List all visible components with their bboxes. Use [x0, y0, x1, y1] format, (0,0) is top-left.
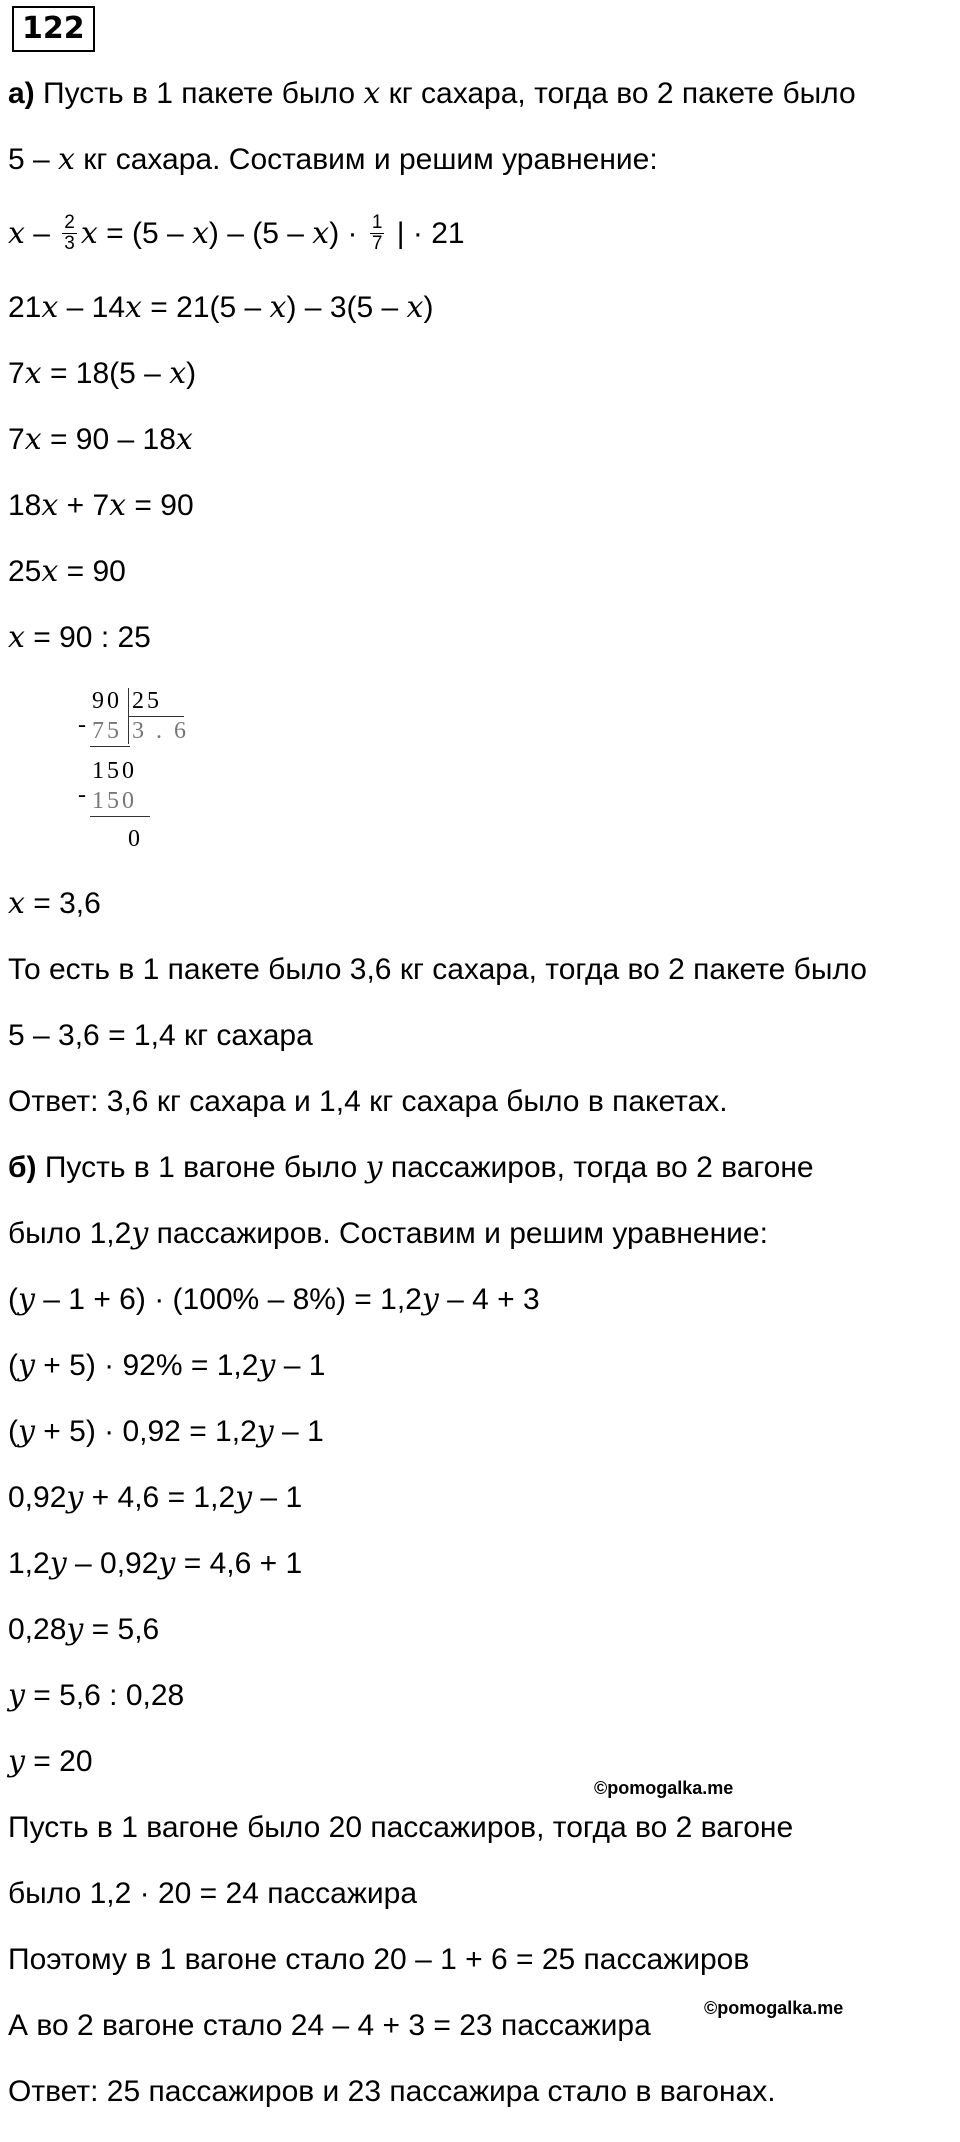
division-divisor-line: [128, 716, 184, 717]
part-a-label: а): [8, 77, 35, 110]
part-a-answer: Ответ: 3,6 кг сахара и 1,4 кг сахара было в пакетах.: [8, 1085, 728, 1118]
part-a-sentence-1: То есть в 1 пакете было 3,6 кг сахара, тогда во 2 пакете было: [8, 953, 867, 986]
part-b-sentence-1: Пусть в 1 вагоне было 20 пассажиров, тогда во 2 вагоне: [8, 1811, 794, 1844]
part-b-sentence-2: было 1,2 · 20 = 24 пассажира: [8, 1877, 418, 1910]
division-dividend: 90: [92, 688, 122, 714]
division-remainder-final: 0: [128, 826, 143, 852]
division-subtrahend-1: 75: [92, 718, 122, 744]
part-b-equation-4: 0,92y + 4,6 = 1,2y – 1: [8, 1480, 303, 1515]
part-a-equation-1: x – $\frac{2}{3}$ x = (5 – x) – (5 – x) · $\frac{1}{7}$ | · 21: [8, 211, 465, 254]
part-a-intro-line1: а) Пусть в 1 пакете было x кг сахара, тогда во 2 пакете было: [8, 76, 856, 111]
part-b-equation-2: (y + 5) · 92% = 1,2y – 1: [8, 1348, 326, 1383]
task-number: 122: [12, 6, 95, 52]
part-b-sentence-4: А во 2 вагоне стало 24 – 4 + 3 = 23 пассажира: [8, 2009, 651, 2042]
division-minus-2: -: [78, 782, 89, 808]
fraction-two-thirds: $\frac{2}{3}$: [64, 211, 75, 254]
part-b-equation-3: (y + 5) · 0,92 = 1,2y – 1: [8, 1414, 324, 1449]
variable-x: x: [363, 76, 381, 111]
variable-y: y: [365, 1150, 383, 1185]
part-a-equation-7: x = 90 : 25: [8, 620, 151, 655]
part-b-answer: Ответ: 25 пассажиров и 23 пассажира стало в вагонах.: [8, 2075, 776, 2108]
watermark-1: ©pomogalka.me: [594, 1778, 734, 1798]
part-b-equation-5: 1,2y – 0,92y = 4,6 + 1: [8, 1546, 303, 1581]
division-line-1: [90, 746, 130, 747]
division-remainder-1: 150: [92, 758, 137, 784]
part-a-equation-2: 21x – 14x = 21(5 – x) – 3(5 – x): [8, 290, 434, 325]
part-b-intro-line2: было 1,2y пассажиров. Составим и решим уравнение:: [8, 1216, 768, 1251]
division-quotient: 3 . 6: [132, 718, 189, 744]
division-line-2: [90, 816, 150, 817]
fraction-one-seventh: $\frac{1}{7}$: [371, 211, 383, 254]
part-a-equation-3: 7x = 18(5 – x): [8, 356, 197, 391]
part-a-equation-6: 25x = 90: [8, 554, 126, 589]
part-b-equation-7: y = 5,6 : 0,28: [8, 1678, 185, 1713]
part-b-equation-6: 0,28y = 5,6: [8, 1612, 160, 1647]
part-b-label: б): [8, 1151, 37, 1184]
part-b-result: y = 20: [8, 1744, 93, 1779]
division-divisor: 25: [132, 688, 162, 714]
part-b-equation-1: (y – 1 + 6) · (100% – 8%) = 1,2y – 4 + 3: [8, 1282, 540, 1317]
division-subtrahend-2: 150: [92, 788, 137, 814]
division-minus-1: -: [78, 712, 89, 738]
part-b-sentence-3: Поэтому в 1 вагоне стало 20 – 1 + 6 = 25 пассажиров: [8, 1943, 750, 1976]
part-a-result: x = 3,6: [8, 886, 101, 921]
part-a-equation-5: 18x + 7x = 90: [8, 488, 194, 523]
part-a-sentence-2: 5 – 3,6 = 1,4 кг сахара: [8, 1019, 313, 1052]
part-a-equation-4: 7x = 90 – 18x: [8, 422, 193, 457]
part-b-intro-line1: б) Пусть в 1 вагоне было y пассажиров, тогда во 2 вагоне: [8, 1150, 814, 1185]
part-a-intro-line2: 5 – x кг сахара. Составим и решим уравнение:: [8, 142, 658, 177]
watermark-2: ©pomogalka.me: [704, 1998, 844, 2018]
